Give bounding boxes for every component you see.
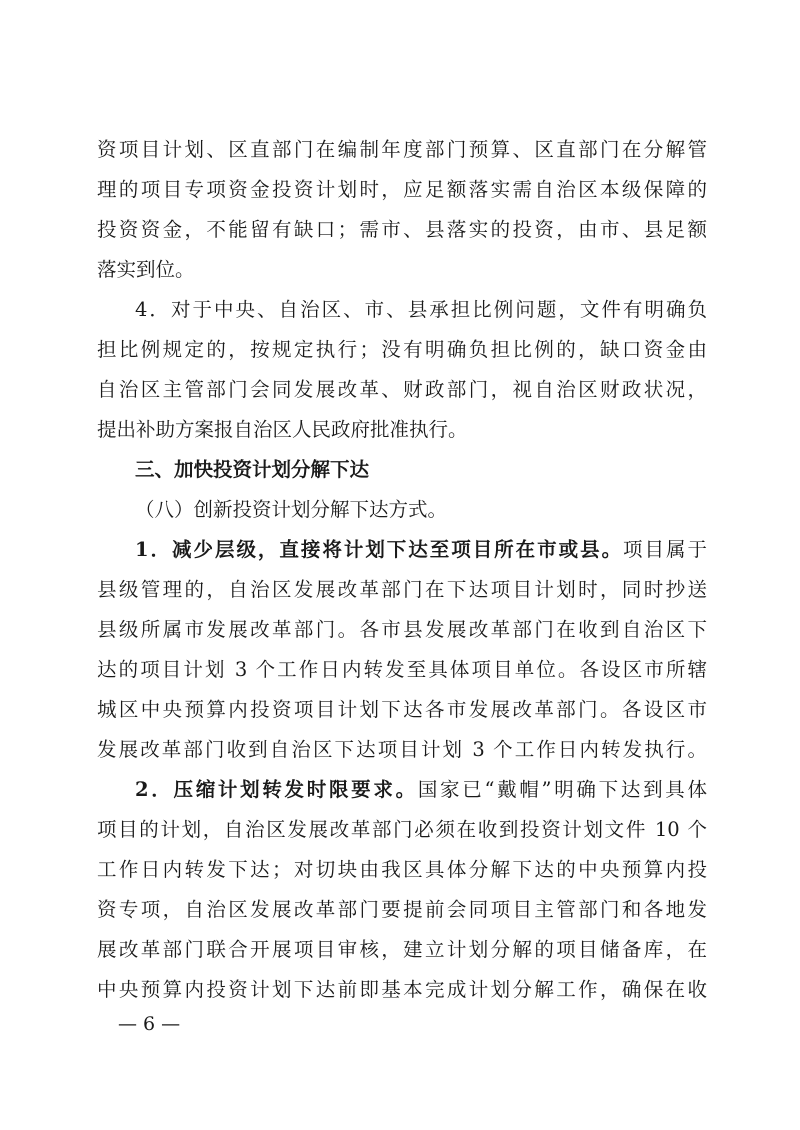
subsection-heading: （八）创新投资计划分解下达方式。 bbox=[135, 498, 448, 521]
paragraph-reduce-levels bbox=[97, 530, 707, 770]
text-line: 项目的计划，自治区发展改革部门必须在收到投资计划文件 10 个 bbox=[97, 818, 707, 841]
lead-continuation: 国家已“戴帽”明确下达到具体 bbox=[417, 778, 707, 801]
bold-lead: 2．压缩计划转发时限要求。 bbox=[135, 778, 418, 801]
text-line: 自治区主管部门会同发展改革、财政部门，视自治区财政状况， bbox=[97, 378, 707, 401]
paragraph-shorten-deadline bbox=[97, 770, 707, 1010]
text-line: 理的项目专项资金投资计划时，应足额落实需自治区本级保障的 bbox=[97, 178, 707, 201]
text-line: 城区中央预算内投资项目计划下达各市发展改革部门。各设区市 bbox=[97, 698, 707, 721]
paragraph-cost-sharing bbox=[97, 290, 707, 450]
text-line: 担比例规定的，按规定执行；没有明确负担比例的，缺口资金由 bbox=[97, 338, 707, 361]
text-line: 工作日内转发下达；对切块由我区具体分解下达的中央预算内投 bbox=[97, 858, 707, 881]
text-line: 达的项目计划 3 个工作日内转发至具体项目单位。各设区市所辖 bbox=[97, 658, 707, 681]
document-body bbox=[97, 130, 707, 1010]
text-line: 中央预算内投资计划下达前即基本完成计划分解工作，确保在收 bbox=[97, 978, 707, 1001]
text-line: 展改革部门联合开展项目审核，建立计划分解的项目储备库，在 bbox=[97, 938, 707, 961]
text-line: 资专项，自治区发展改革部门要提前会同项目主管部门和各地发 bbox=[97, 898, 707, 921]
page-number: — 6 — bbox=[118, 1013, 181, 1035]
text-line: 资项目计划、区直部门在编制年度部门预算、区直部门在分解管 bbox=[97, 138, 707, 161]
text-line: 县级管理的，自治区发展改革部门在下达项目计划时，同时抄送 bbox=[97, 578, 707, 601]
text-line bbox=[97, 770, 707, 810]
text-line bbox=[97, 530, 707, 570]
lead-continuation: 项目属于 bbox=[623, 538, 707, 561]
section-heading: 三、加快投资计划分解下达 bbox=[135, 458, 370, 481]
text-line: 县级所属市发展改革部门。各市县发展改革部门在收到自治区下 bbox=[97, 618, 707, 641]
text-line: 提出补助方案报自治区人民政府批准执行。 bbox=[97, 418, 468, 441]
text-line: 4．对于中央、自治区、市、县承担比例问题，文件有明确负 bbox=[135, 298, 707, 321]
text-line: 发展改革部门收到自治区下达项目计划 3 个工作日内转发执行。 bbox=[97, 738, 707, 761]
text-line: 投资资金，不能留有缺口；需市、县落实的投资，由市、县足额 bbox=[97, 218, 707, 241]
text-line: 落实到位。 bbox=[97, 258, 195, 281]
paragraph-investment-funding bbox=[97, 130, 707, 290]
bold-lead: 1．减少层级，直接将计划下达至项目所在市或县。 bbox=[135, 538, 624, 561]
